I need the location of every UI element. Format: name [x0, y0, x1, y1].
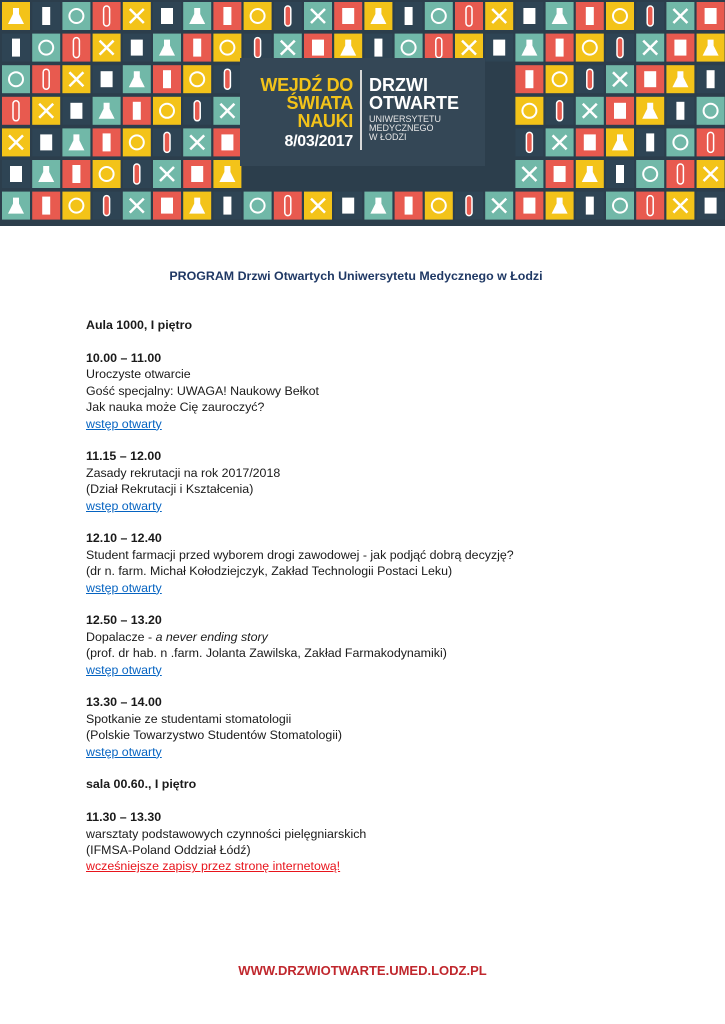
headline-line: ŚWIATA: [286, 93, 353, 113]
title-line: DRZWI: [369, 75, 428, 95]
title-line: OTWARTE: [369, 93, 459, 113]
session-desc: Jak nauka może Cię zauroczyć?: [86, 400, 265, 415]
session: [86, 694, 646, 760]
session-speaker: (dr n. farm. Michał Kołodziejczyk, Zakład Technologii Postaci Leku): [86, 564, 453, 579]
session-speaker: (Dział Rekrutacji i Kształcenia): [86, 482, 254, 497]
open-entry-link[interactable]: wstęp otwarty: [86, 662, 162, 677]
subtitle-line: UNIWERSYTETU: [369, 114, 441, 124]
headline-line: WEJDŹ DO: [260, 75, 353, 95]
open-entry-link[interactable]: wstęp otwarty: [86, 498, 162, 513]
website-footer-link[interactable]: WWW.DRZWIOTWARTE.UMED.LODZ.PL: [238, 963, 487, 978]
headline-line: NAUKI: [297, 111, 353, 131]
session-title-italic: a never ending story: [155, 629, 268, 644]
header-banner: [0, 0, 725, 226]
session-time: 11.30 – 13.30: [86, 810, 162, 825]
session-title: [86, 629, 646, 645]
session: [86, 530, 646, 596]
venue-heading: Aula 1000, I piętro: [86, 318, 193, 333]
session-speaker: (Polskie Towarzystwo Studentów Stomatologii): [86, 728, 342, 743]
session: [86, 809, 646, 875]
open-entry-link[interactable]: wstęp otwarty: [86, 416, 162, 431]
session-time: 12.10 – 12.40: [86, 531, 162, 546]
session-title-part: Dopalacze -: [86, 629, 156, 644]
session-title: Zasady rekrutacji na rok 2017/2018: [86, 465, 281, 480]
subtitle-line: MEDYCZNEGO: [369, 123, 434, 133]
program-document: [86, 268, 646, 875]
session-title: Uroczyste otwarcie: [86, 367, 191, 382]
subtitle-line: W ŁODZI: [369, 132, 407, 142]
session: [86, 448, 646, 514]
session-guest: Gość specjalny: UWAGA! Naukowy Bełkot: [86, 383, 319, 398]
session-time: 12.50 – 13.20: [86, 613, 162, 628]
session-speaker: (IFMSA-Poland Oddział Łódź): [86, 843, 251, 858]
session-title: warsztaty podstawowych czynności pielęgniarskich: [86, 826, 367, 841]
session-title: Spotkanie ze studentami stomatologii: [86, 711, 292, 726]
session: [86, 612, 646, 678]
session-time: 13.30 – 14.00: [86, 695, 162, 710]
registration-link[interactable]: wcześniejsze zapisy przez stronę internetową!: [86, 859, 341, 874]
venue-heading: sala 00.60., I piętro: [86, 777, 197, 792]
session: [86, 350, 646, 432]
session-time: 11.15 – 12.00: [86, 449, 162, 464]
banner-title: [369, 76, 459, 142]
session-speaker: (prof. dr hab. n .farm. Jolanta Zawilska, Zakład Farmakodynamiki): [86, 646, 447, 661]
open-entry-link[interactable]: wstęp otwarty: [86, 580, 162, 595]
page-title: PROGRAM Drzwi Otwartych Uniwersytetu Medycznego w Łodzi: [169, 269, 543, 283]
session-time: 10.00 – 11.00: [86, 350, 162, 365]
banner-panel: [240, 58, 485, 166]
open-entry-link[interactable]: wstęp otwarty: [86, 744, 162, 759]
banner-divider: [360, 70, 362, 150]
banner-date: 8/03/2017: [284, 133, 353, 150]
banner-headline: [260, 76, 353, 151]
session-title: Student farmacji przed wyborem drogi zawodowej - jak podjąć dobrą decyzję?: [86, 547, 514, 562]
